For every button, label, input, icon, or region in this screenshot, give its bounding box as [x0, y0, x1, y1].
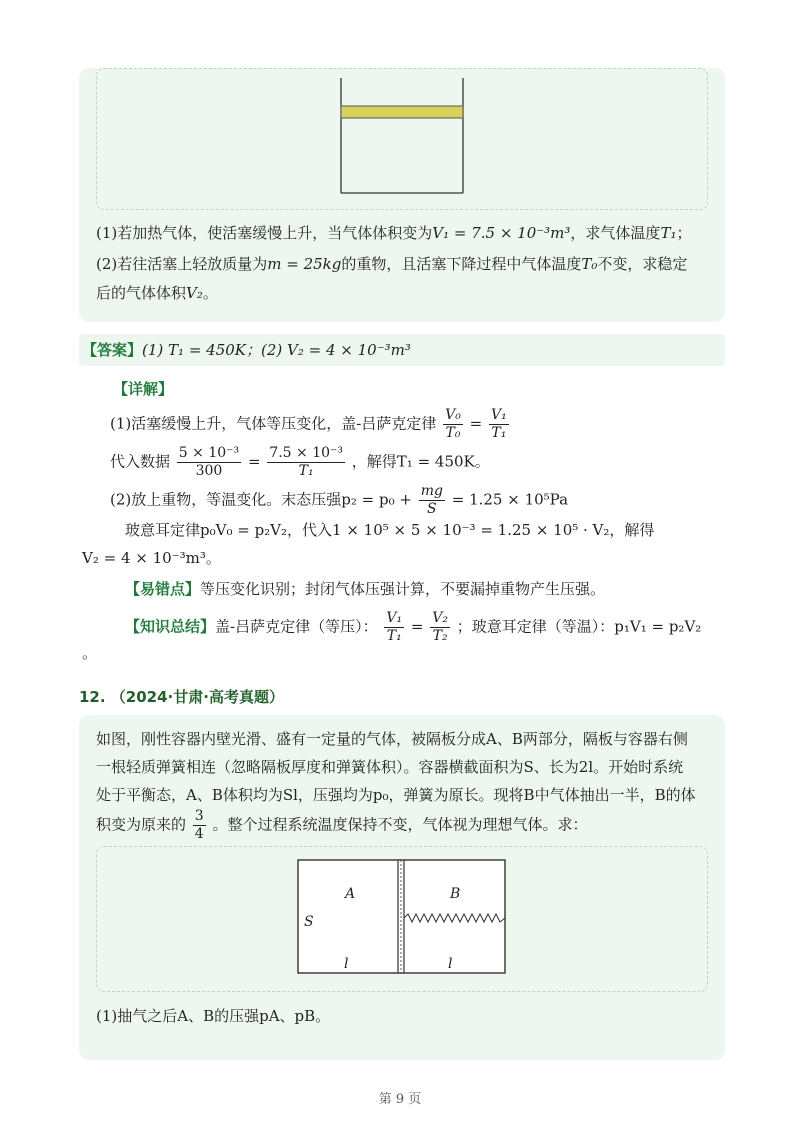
label-s: S	[304, 914, 314, 930]
summary-text-a: 盖-吕萨克定律（等压）：	[215, 617, 378, 636]
frac-den: 300	[195, 463, 223, 479]
fraction-mg-s	[419, 483, 445, 518]
label-a: A	[345, 886, 356, 902]
label-l-right: l	[448, 956, 453, 972]
summary-tail: 。	[82, 644, 98, 662]
detail-line-3-result: = 1.25 × 10⁵Pa	[451, 490, 569, 509]
detail-line-2-result: ，解得T₁ = 450K。	[351, 452, 490, 471]
label-l-left: l	[344, 956, 349, 972]
fraction-data-2	[267, 445, 345, 480]
q11-part2-cont	[96, 282, 218, 304]
detail-line-3-text: (2)放上重物，等温变化。末态压强p₂ = p₀ +	[110, 490, 412, 509]
fraction-data-1	[177, 445, 241, 480]
frac-num: 3	[194, 808, 204, 824]
frac-num: 7.5 × 10⁻³	[269, 445, 344, 461]
frac-num: V₁	[386, 610, 403, 626]
q12-para-line-4-text-2: 。整个过程系统温度保持不变，气体视为理想气体。求：	[212, 815, 588, 834]
summary-text-b: ；玻意耳定律（等温）：p₁V₁ = p₂V₂	[456, 617, 702, 636]
label-b: B	[450, 886, 461, 902]
piston	[341, 106, 463, 118]
detail-line-2	[110, 445, 490, 480]
detail-line-2-text: 代入数据	[110, 452, 171, 471]
frac-num: V₂	[432, 610, 448, 626]
v1-expression: V₁ = 7.5 × 10⁻³m³	[432, 224, 571, 242]
q11-part1-text: (1)若加热气体，使活塞缓慢上升，当气体体积变为	[96, 224, 433, 242]
q12-para-line-1: 如图，刚性容器内壁光滑、盛有一定量的气体，被隔板分成A、B两部分，隔板与容器右侧	[96, 730, 688, 748]
summary-label: 【知识总结】	[125, 617, 216, 636]
equals-sign: =	[469, 414, 483, 433]
v2-symbol: V₂	[186, 284, 203, 302]
q11-part2-end: 。	[202, 284, 218, 302]
q11-part2-text: (2)若往活塞上轻放质量为	[96, 255, 268, 273]
fraction-v2-t2-summary	[430, 610, 450, 645]
answer-text: (1) T₁ = 450K；(2) V₂ = 4 × 10⁻³m³	[142, 341, 411, 359]
question-12-title: 12. （2024·甘肃·高考真题）	[79, 688, 284, 706]
page-number: 第 9 页	[378, 1092, 422, 1107]
q12-para-line-4-text: 积变为原来的	[96, 815, 187, 834]
detail-line-5: V₂ = 4 × 10⁻³m³。	[82, 549, 221, 567]
q12-part1: (1)抽气之后A、B的压强pA、pB。	[96, 1007, 331, 1025]
frac-den: T₂	[432, 628, 448, 644]
partition-container-figure	[296, 858, 508, 976]
q12-para-line-2: 一根轻质弹簧相连（忽略隔板厚度和弹簧体积）。容器横截面积为S、长为2l。开始时系统	[96, 758, 684, 776]
piston-cylinder-figure	[335, 78, 470, 196]
q11-part1	[96, 222, 691, 244]
t0-symbol: T₀	[581, 255, 598, 273]
q11-part1-end: ；	[676, 224, 692, 242]
frac-num: V₁	[490, 407, 507, 423]
detail-line-1	[110, 407, 511, 442]
answer-label: 【答案】	[82, 341, 143, 359]
frac-den: T₁	[491, 425, 507, 441]
frac-den: T₁	[298, 463, 314, 479]
mistake-text: 等压变化识别；封闭气体压强计算，不要漏掉重物产生压强。	[200, 580, 606, 598]
equals-sign: =	[247, 452, 261, 471]
q11-part2-text-3: 不变，求稳定	[597, 255, 688, 273]
q12-para-line-3: 处于平衡态，A、B体积均为Sl，压强均为p₀，弹簧为原长。现将B中气体抽出一半，B的体	[96, 786, 696, 804]
mistake-label: 【易错点】	[125, 580, 201, 598]
frac-num: 5 × 10⁻³	[178, 445, 240, 461]
frac-num: mg	[420, 483, 443, 499]
answer-line	[82, 339, 411, 361]
detail-line-3	[110, 483, 568, 518]
q12-para-line-4	[96, 808, 588, 843]
detail-label: 【详解】	[113, 380, 174, 398]
t1-symbol: T₁	[660, 224, 677, 242]
frac-den: S	[427, 501, 437, 517]
mistake-line	[125, 578, 605, 600]
q11-part1-text-2: ，求气体温度	[570, 224, 661, 242]
q11-part2-text-2: 的重物，且活塞下降过程中气体温度	[341, 255, 582, 273]
summary-line	[125, 610, 701, 645]
q11-part2	[96, 253, 687, 275]
frac-den: 4	[194, 826, 204, 842]
detail-line-1-text: (1)活塞缓慢上升，气体等压变化，盖-吕萨克定律	[110, 414, 437, 433]
fraction-v0-t0	[443, 407, 463, 442]
frac-num: V₀	[445, 407, 461, 423]
frac-den: T₀	[445, 425, 461, 441]
fraction-v1-t1	[489, 407, 509, 442]
mass-expression: m = 25kg	[267, 255, 342, 273]
fraction-three-quarters	[193, 808, 206, 843]
q11-part2-text-4: 后的气体体积	[96, 284, 187, 302]
frac-den: T₁	[386, 628, 402, 644]
equals-sign: =	[410, 617, 424, 636]
detail-line-4: 玻意耳定律p₀V₀ = p₂V₂，代入1 × 10⁵ × 5 × 10⁻³ = 1.25 × 10⁵ · V₂，解得	[125, 521, 655, 539]
fraction-v1-t1-summary	[384, 610, 404, 645]
